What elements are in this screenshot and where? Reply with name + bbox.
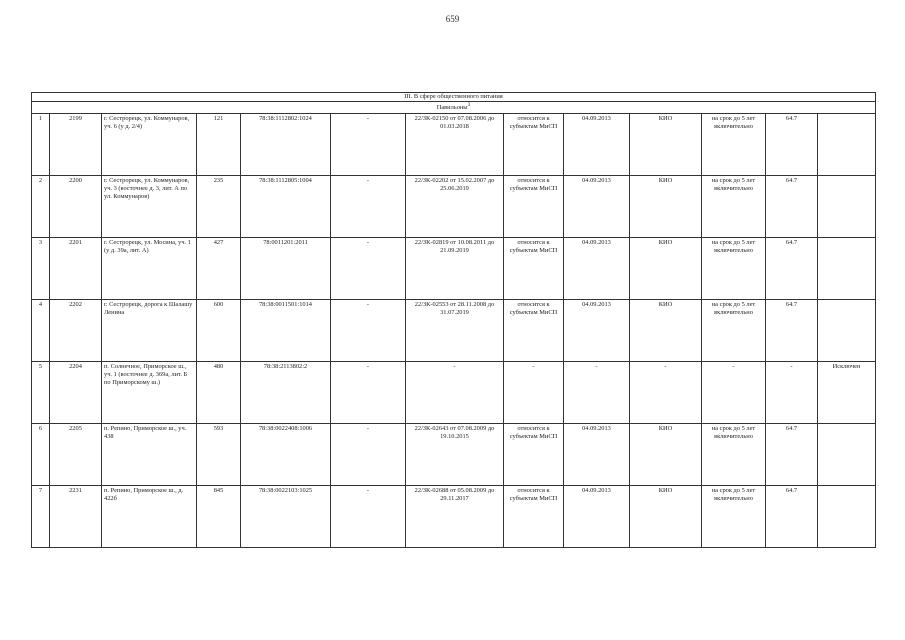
organization-cell: КИО: [630, 485, 702, 547]
decision-date-cell: 04.09.2013: [564, 113, 630, 175]
note-cell: [818, 485, 876, 547]
cadastral-number-cell: 78:38:0022408:1006: [241, 423, 331, 485]
activity-code-cell: 64.7: [766, 299, 818, 361]
organization-cell: КИО: [630, 175, 702, 237]
lease-term-cell: на срок до 5 лет включительно: [702, 113, 766, 175]
contract-cell: 22/ЗК-02202 от 15.02.2007 до 25.06.2019: [406, 175, 504, 237]
section-row: [32, 93, 876, 102]
organization-cell: КИО: [630, 237, 702, 299]
subject-status-cell: относится к субъектам МиСП: [504, 175, 564, 237]
subject-status-cell: относится к субъектам МиСП: [504, 113, 564, 175]
activity-code-cell: 64.7: [766, 423, 818, 485]
area-cell: 427: [197, 237, 241, 299]
row-number-cell: 6: [32, 423, 50, 485]
cadastral-number-cell: 78:38:1112805:1004: [241, 175, 331, 237]
subject-status-cell: относится к субъектам МиСП: [504, 299, 564, 361]
note-cell: [818, 113, 876, 175]
note-cell: Исключен: [818, 361, 876, 423]
subject-status-cell: относится к субъектам МиСП: [504, 485, 564, 547]
row-number-cell: 7: [32, 485, 50, 547]
row-number-cell: 1: [32, 113, 50, 175]
organization-cell: КИО: [630, 113, 702, 175]
cadastral-number-cell: 78:38:0022103:1025: [241, 485, 331, 547]
cadastral-number-cell: 78:0011201:2011: [241, 237, 331, 299]
object-id-cell: 2202: [50, 299, 102, 361]
empty-column-cell: -: [331, 175, 406, 237]
address-cell: г. Сестрорецк, дорога к Шалашу Ленина: [102, 299, 197, 361]
object-id-cell: 2204: [50, 361, 102, 423]
note-cell: [818, 237, 876, 299]
row-number-cell: 2: [32, 175, 50, 237]
contract-cell: 22/ЗК-02688 от 05.08.2009 до 29.11.2017: [406, 485, 504, 547]
cadastral-number-cell: 78:38:0011501:1014: [241, 299, 331, 361]
row-number-cell: 4: [32, 299, 50, 361]
note-cell: [818, 423, 876, 485]
decision-date-cell: 04.09.2013: [564, 237, 630, 299]
note-cell: [818, 299, 876, 361]
table-row: [32, 423, 876, 485]
area-cell: 235: [197, 175, 241, 237]
address-cell: г. Сестрорецк, ул. Коммунаров, уч. 6 (у д. 2/4): [102, 113, 197, 175]
subsection-title: Павильоны: [436, 104, 468, 112]
cadastral-number-cell: 78:38:1112802:1024: [241, 113, 331, 175]
address-cell: г. Сестрорецк, ул. Коммунаров, уч. 3 (восточнее д. 3, лит. А по ул. Коммунаров): [102, 175, 197, 237]
contract-cell: 22/ЗК-02819 от 10.08.2011 до 21.09.2019: [406, 237, 504, 299]
address-cell: п. Солнечное, Приморское ш., уч. 1 (восточнее д. 369а, лит. Б по Приморскому ш.): [102, 361, 197, 423]
area-cell: 121: [197, 113, 241, 175]
empty-column-cell: -: [331, 237, 406, 299]
object-id-cell: 2201: [50, 237, 102, 299]
table-row: [32, 175, 876, 237]
area-cell: 600: [197, 299, 241, 361]
activity-code-cell: -: [766, 361, 818, 423]
lease-term-cell: на срок до 5 лет включительно: [702, 299, 766, 361]
registry-table: [31, 92, 876, 548]
subsection-title-cell: [32, 102, 876, 113]
decision-date-cell: 04.09.2013: [564, 423, 630, 485]
empty-column-cell: -: [331, 113, 406, 175]
section-title: III. В сфере общественного питания: [32, 93, 876, 102]
object-id-cell: 2200: [50, 175, 102, 237]
lease-term-cell: на срок до 5 лет включительно: [702, 423, 766, 485]
activity-code-cell: 64.7: [766, 237, 818, 299]
object-id-cell: 2199: [50, 113, 102, 175]
page-number: 659: [445, 14, 460, 24]
table-row: [32, 485, 876, 547]
subsection-row: [32, 102, 876, 113]
organization-cell: -: [630, 361, 702, 423]
empty-column-cell: -: [331, 485, 406, 547]
decision-date-cell: 04.09.2013: [564, 299, 630, 361]
object-id-cell: 2205: [50, 423, 102, 485]
decision-date-cell: -: [564, 361, 630, 423]
decision-date-cell: 04.09.2013: [564, 175, 630, 237]
contract-cell: -: [406, 361, 504, 423]
organization-cell: КИО: [630, 423, 702, 485]
subject-status-cell: -: [504, 361, 564, 423]
contract-cell: 22/ЗК-02150 от 07.08.2006 до 01.03.2018: [406, 113, 504, 175]
footnote-marker: 3: [467, 102, 471, 109]
address-cell: п. Репино, Приморское ш., уч. 438: [102, 423, 197, 485]
object-id-cell: 2231: [50, 485, 102, 547]
activity-code-cell: 64.7: [766, 175, 818, 237]
cadastral-number-cell: 78:38:2113802:2: [241, 361, 331, 423]
lease-term-cell: -: [702, 361, 766, 423]
area-cell: 593: [197, 423, 241, 485]
row-number-cell: 5: [32, 361, 50, 423]
decision-date-cell: 04.09.2013: [564, 485, 630, 547]
contract-cell: 22/ЗК-02643 от 07.08.2009 до 19.10.2015: [406, 423, 504, 485]
table-row: [32, 299, 876, 361]
lease-term-cell: на срок до 5 лет включительно: [702, 237, 766, 299]
subject-status-cell: относится к субъектам МиСП: [504, 237, 564, 299]
organization-cell: КИО: [630, 299, 702, 361]
lease-term-cell: на срок до 5 лет включительно: [702, 485, 766, 547]
subject-status-cell: относится к субъектам МиСП: [504, 423, 564, 485]
area-cell: 845: [197, 485, 241, 547]
empty-column-cell: -: [331, 423, 406, 485]
row-number-cell: 3: [32, 237, 50, 299]
address-cell: п. Репино, Приморское ш., д. 422б: [102, 485, 197, 547]
lease-term-cell: на срок до 5 лет включительно: [702, 175, 766, 237]
table-row: [32, 361, 876, 423]
empty-column-cell: -: [331, 361, 406, 423]
note-cell: [818, 175, 876, 237]
table-row: [32, 113, 876, 175]
contract-cell: 22/ЗК-02553 от 28.11.2008 до 31.07.2019: [406, 299, 504, 361]
address-cell: г. Сестрорецк, ул. Мосина, уч. 1 (у д. 39а, лит. А): [102, 237, 197, 299]
table-row: [32, 237, 876, 299]
activity-code-cell: 64.7: [766, 113, 818, 175]
area-cell: 480: [197, 361, 241, 423]
activity-code-cell: 64.7: [766, 485, 818, 547]
empty-column-cell: -: [331, 299, 406, 361]
